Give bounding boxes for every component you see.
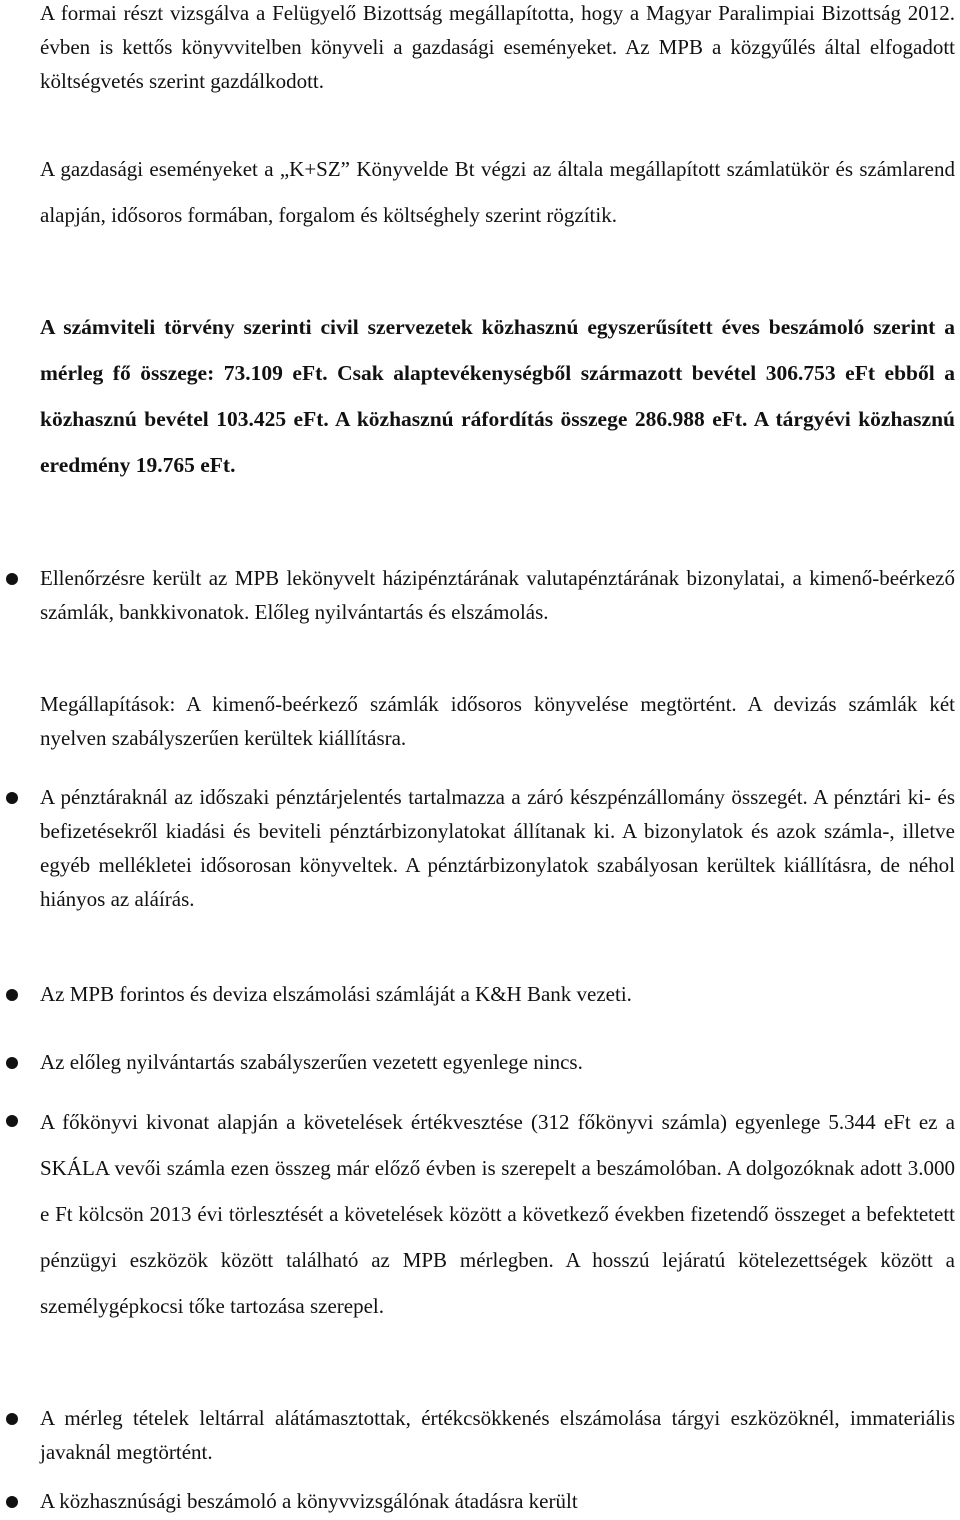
paragraph-bookkeeping: A gazdasági eseményeket a „K+SZ” Könyvelde Bt végzi az általa megállapított számlatükör és számlarend alapján, idősoros formában, forgalom és költséghely szerint rögzítik.	[40, 157, 955, 227]
bullet-icon	[6, 1115, 18, 1127]
bullet-icon	[6, 1057, 18, 1069]
paragraph-balance-summary: A számviteli törvény szerinti civil szervezetek közhasznú egyszerűsített éves beszámoló szerint a mérleg fő összege: 73.109 eFt. Csak alaptevékenységből származott bevétel 306.753 eFt ebből a közhasznú bevétel 103.425 eFt. A közhasznú ráfordítás összege 286.988 eFt. A tárgyévi közhasznú eredmény 19.765 eFt.	[40, 315, 955, 477]
paragraph-formal-review: A formai részt vizsgálva a Felügyelő Bizottság megállapította, hogy a Magyar Paralimpiai Bizottság 2012. évben is kettős könyvvitelben könyveli a gazdasági eseményeket. Az MPB a közgyűlés által elfogadott költségvetés szerint gazdálkodott.	[40, 1, 955, 93]
bullet-item-advance-register: Az előleg nyilvántartás szabályszerűen vezetett egyenlege nincs.	[40, 1050, 583, 1074]
bullet-item-inventory: A mérleg tételek leltárral alátámasztottak, értékcsökkenés elszámolása tárgyi eszközöknél, immateriális javaknál megtörtént.	[40, 1406, 955, 1464]
bullet-icon	[6, 1413, 18, 1425]
bullet-item-bank-account: Az MPB forintos és deviza elszámolási számláját a K&H Bank vezeti.	[40, 982, 632, 1006]
bullet-item-receivables: A főkönyvi kivonat alapján a követelések értékvesztése (312 főkönyvi számla) egyenlege 5.344 eFt ez a SKÁLA vevői számla ezen összeg már előző évben is szerepelt a beszámolóban. A dolgozóknak adott 3.000 e Ft kölcsön 2013 évi törlesztését a követelések között a következő években fizetendő összeget a befektetett pénzügyi eszközök között található az MPB mérlegben. A hosszú lejáratú kötelezettségek között a személygépkocsi tőke tartozása szerepel.	[40, 1110, 955, 1318]
bullet-icon	[6, 573, 18, 585]
bullet-item-public-benefit-report: A közhasznúsági beszámoló a könyvvizsgálónak átadásra került	[40, 1489, 578, 1513]
bullet-item-audit-scope: Ellenőrzésre került az MPB lekönyvelt házipénztárának valutapénztárának bizonylatai, a kimenő-beérkező számlák, bankkivonatok. Előleg nyilvántartás és elszámolás.	[40, 566, 955, 624]
bullet-item-cash-desk: A pénztáraknál az időszaki pénztárjelentés tartalmazza a záró készpénzállomány összegét. A pénztári ki- és befizetésekről kiadási és beviteli pénztárbizonylatokat állítanak ki. A bizonylatok és azok számla-, illetve egyéb mellékletei idősorosan könyveltek. A pénztárbizonylatok szabályosan kerültek kiállításra, de néhol hiányos az aláírás.	[40, 785, 955, 911]
bullet-icon	[6, 1496, 18, 1508]
paragraph-findings: Megállapítások: A kimenő-beérkező számlák idősoros könyvelése megtörtént. A devizás számlák két nyelven szabályszerűen kerültek kiállításra.	[40, 692, 955, 750]
bullet-icon	[6, 792, 18, 804]
bullet-icon	[6, 989, 18, 1001]
